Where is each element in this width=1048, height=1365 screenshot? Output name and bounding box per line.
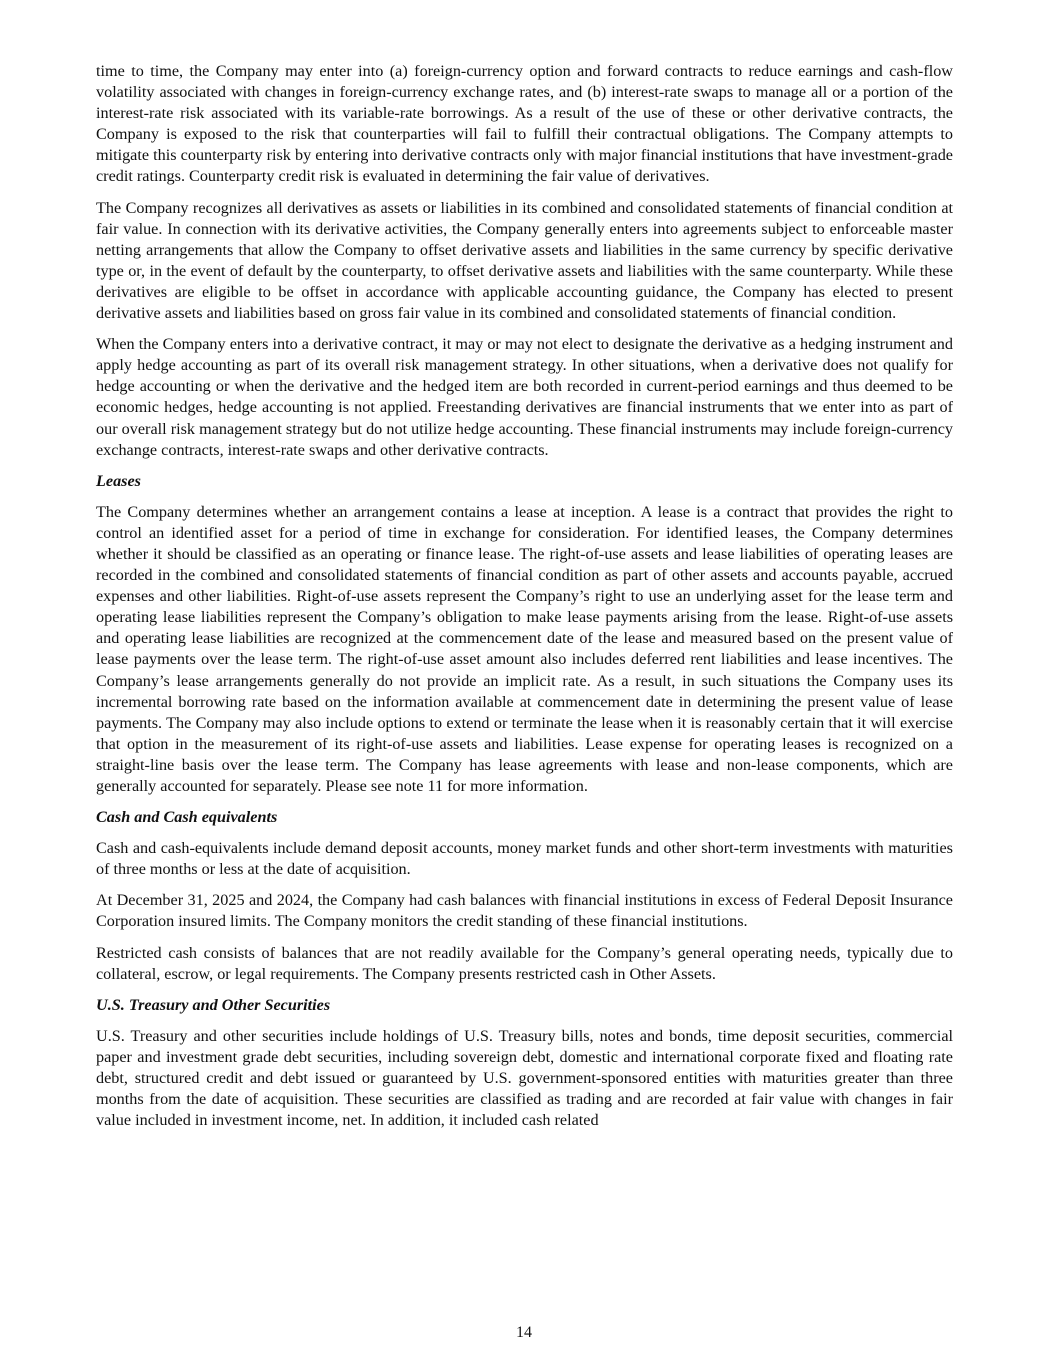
paragraph-treasury-securities: U.S. Treasury and other securities include holdings of U.S. Treasury bills, notes and bonds, time deposit securities, commercial paper and investment grade debt securities, including sovereign debt, domestic and international corporate fixed and floating rate debt, structured credit and debt issued or guaranteed by U.S. government-sponsored entities with maturities greater than three months from the date of acquisition. These securities are classified as trading and are recorded at fair value with changes in fair value included in investment income, net. In addition, it included cash related (96, 1026, 953, 1130)
paragraph-derivatives-intro: time to time, the Company may enter into (a) foreign-currency option and forward contracts to reduce earnings and cash-flow volatility associated with changes in foreign-currency exchange rates, and (b) interest-rate swaps to manage all or a portion of the interest-rate risk associated with its variable-rate borrowings. As a result of the use of these or other derivative contracts, the Company is exposed to the risk that counterparties will fail to fulfill their contractual obligations. The Company attempts to mitigate this counterparty risk by entering into derivative contracts only with major financial institutions that have investment-grade credit ratings. Counterparty credit risk is evaluated in determining the fair value of derivatives. (96, 62, 953, 186)
page-number: 14 (516, 1324, 532, 1341)
paragraph-cash-balances: At December 31, 2025 and 2024, the Company had cash balances with financial institutions in excess of Federal Deposit Insurance Corporation insured limits. The Company monitors the credit standing of these financial institutions. (96, 891, 953, 931)
paragraph-cash-equivalents: Cash and cash-equivalents include demand deposit accounts, money market funds and other short-term investments with maturities of three months or less at the date of acquisition. (96, 839, 953, 879)
section-heading-cash: Cash and Cash equivalents (96, 808, 278, 827)
section-heading-treasury: U.S. Treasury and Other Securities (96, 995, 331, 1014)
paragraph-leases: The Company determines whether an arrangement contains a lease at inception. A lease is a contract that provides the right to control an identified asset for a period of time in exchange for consideration. For identified leases, the Company determines whether it should be classified as an operating or finance lease. The right-of-use assets and lease liabilities of operating leases are recorded in the combined and consolidated statements of financial condition as part of other assets and accounts payable, accrued expenses and other liabilities. Right-of-use assets represent the Company’s right to use an underlying asset for the lease term and operating lease liabilities represent the Company’s obligation to make lease payments arising from the lease. Right-of-use assets and operating lease liabilities are recognized at the commencement date of the lease and measured based on the present value of lease payments over the lease term. The right-of-use asset amount also includes deferred rent liabilities and lease incentives. The Company’s lease arrangements generally do not provide an implicit rate. As a result, in such situations the Company uses its incremental borrowing rate based on the information available at commencement date in determining the present value of lease payments. The Company may also include options to extend or terminate the lease when it is reasonably certain that it will exercise that option in the measurement of its right-of-use assets and liabilities. Lease expense for operating leases is recognized on a straight-line basis over the lease term. The Company has lease agreements with lease and non-lease components, which are generally accounted for separately. Please see note 11 for more information. (96, 502, 953, 795)
document-page (96, 61, 953, 1131)
paragraph-restricted-cash: Restricted cash consists of balances that are not readily available for the Company’s general operating needs, typically due to collateral, escrow, or legal requirements. The Company presents restricted cash in Other Assets. (96, 943, 953, 983)
paragraph-derivatives-recognition: The Company recognizes all derivatives as assets or liabilities in its combined and consolidated statements of financial condition at fair value. In connection with its derivative activities, the Company generally enters into agreements subject to enforceable master netting arrangements that allow the Company to offset derivative assets and liabilities in the same currency by specific derivative type or, in the event of default by the counterparty, to offset derivative assets and liabilities with the same counterparty. While these derivatives are eligible to be offset in accordance with applicable accounting guidance, the Company has elected to present derivative assets and liabilities based on gross fair value in its combined and consolidated statements of financial condition. (96, 198, 953, 323)
section-heading-leases: Leases (96, 471, 141, 490)
paragraph-hedge-accounting: When the Company enters into a derivative contract, it may or may not elect to designate the derivative as a hedging instrument and apply hedge accounting as part of its overall risk management strategy. In other situations, when a derivative does not qualify for hedge accounting or when the derivative and the hedged item are both recorded in current-period earnings and thus deemed to be economic hedges, hedge accounting is not applied. Freestanding derivatives are financial instruments that we enter into as part of our overall risk management strategy but do not utilize hedge accounting. These financial instruments may include foreign-currency exchange contracts, interest-rate swaps and other derivative contracts. (96, 335, 953, 459)
